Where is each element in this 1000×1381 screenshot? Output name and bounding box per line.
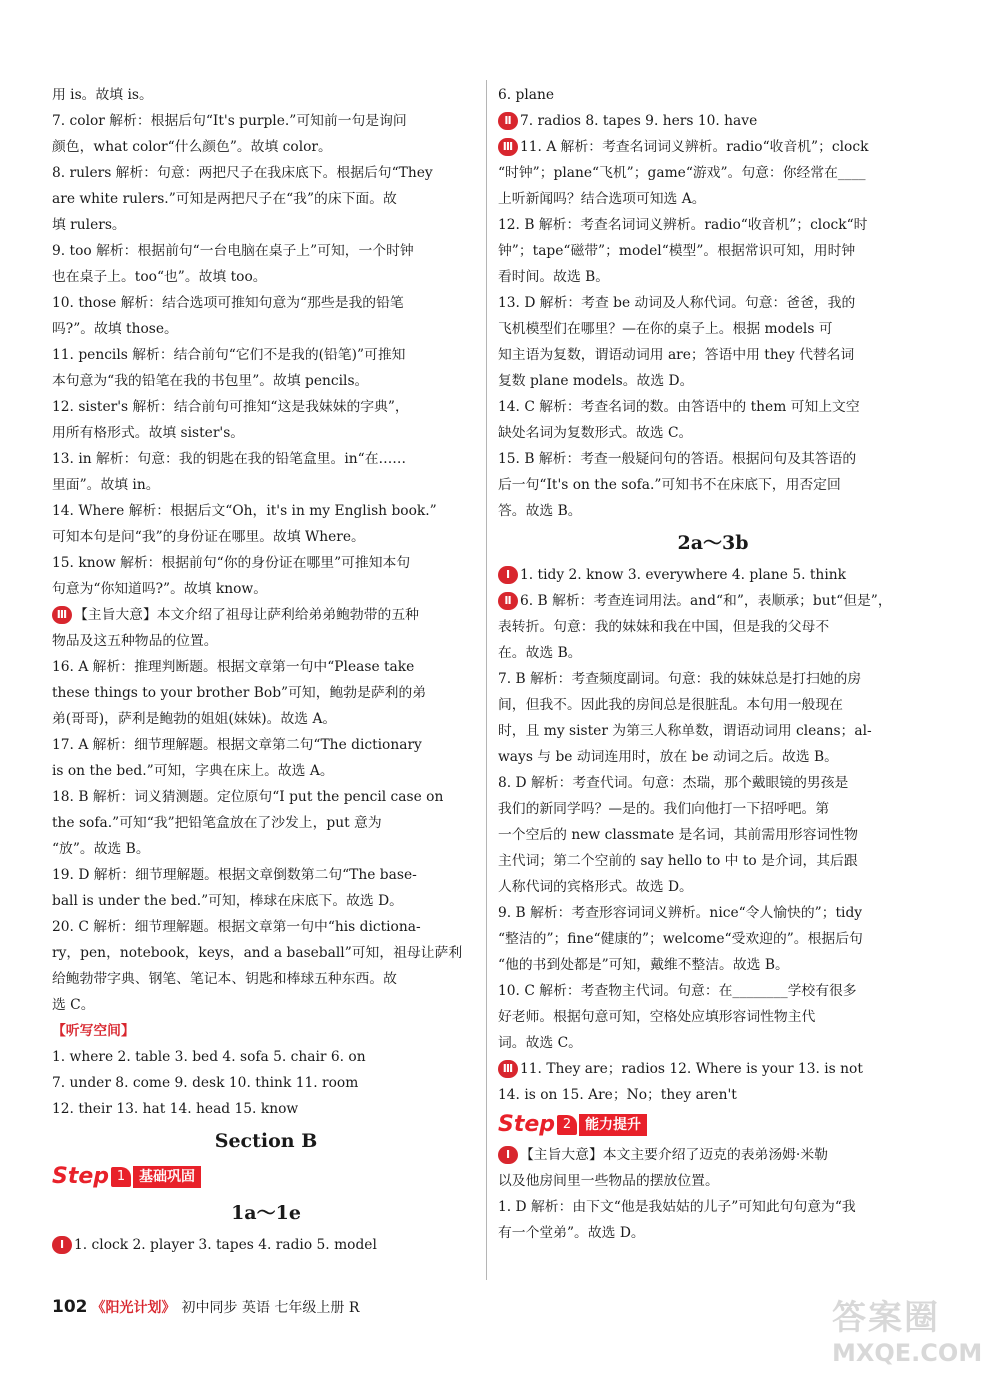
part-numeral-badge: Ⅲ xyxy=(52,606,72,624)
answer-line: 1. D 解析：由下文“他是我姑姑的儿子”可知此句句意为“我 xyxy=(498,1199,856,1215)
answer-line: 13. in 解析：句意：我的钥匙在我的铅笔盒里。in“在…… xyxy=(52,451,407,467)
answer-line: 好老师。根据句意可知，空格处应填形容词性物主代 xyxy=(498,1009,816,1025)
answer-line: 给鲍勃带字典、钢笔、笔记本、钥匙和棒球五种东西。故 xyxy=(52,971,397,987)
step-word-label: Step xyxy=(498,1112,556,1137)
answer-line: 句意为“你知道吗?”。故填 know。 xyxy=(52,581,268,597)
answer-line: ry，pen，notebook，keys，and a baseball”可知，祖母让萨利 xyxy=(52,945,463,961)
answer-line: 用所有格形式。故填 sister's。 xyxy=(52,425,245,441)
answer-line: 10. C 解析：考查物主代词。句意：在________学校有很多 xyxy=(498,983,857,999)
answer-line xyxy=(498,108,928,134)
answer-line: 可知本句是问“我”的身份证在哪里。故填 Where。 xyxy=(52,529,365,545)
answer-line: 钟”；tape“磁带”；model“模型”。根据常识可知，用时钟 xyxy=(498,243,856,259)
answer-line: 15. know 解析：根据前句“你的身份证在哪里”可推知本句 xyxy=(52,555,411,571)
answer-line: “他的书到处都是”可知，戴维不整洁。故选 B。 xyxy=(498,957,789,973)
answer-line: 人称代词的宾格形式。故选 D。 xyxy=(498,879,693,895)
answer-text: 1. tidy 2. know 3. everywhere 4. plane 5. think xyxy=(520,567,846,583)
answer-line: 有一个堂弟”。故选 D。 xyxy=(498,1225,645,1241)
answer-line: 19. D 解析：细节理解题。根据文章倒数第二句“The base- xyxy=(52,867,417,883)
answer-line: 表转折。句意：我的妹妹和我在中国，但是我的父母不 xyxy=(498,619,830,635)
part-numeral-badge: Ⅰ xyxy=(498,566,518,584)
answer-line: 弟(哥哥)，萨利是鲍勃的姐姐(妹妹)。故选 A。 xyxy=(52,711,337,727)
part-numeral-badge: Ⅲ xyxy=(498,138,518,156)
answer-line: 14. is on 15. Are；No；they aren't xyxy=(498,1087,737,1103)
answer-line: 词。故选 C。 xyxy=(498,1035,582,1051)
answer-line: 16. A 解析：推理判断题。根据文章第一句中“Please take xyxy=(52,659,415,675)
answer-line: 9. too 解析：根据前句“一台电脑在桌子上”可知，一个时钟 xyxy=(52,243,414,259)
answer-line: 一个空后的 new classmate 是名词，其前需用形容词性物 xyxy=(498,827,858,843)
part-numeral-badge: Ⅰ xyxy=(52,1236,72,1254)
answer-line: 填 rulers。 xyxy=(52,217,126,233)
answer-line: 20. C 解析：细节理解题。根据文章第一句中“his dictiona- xyxy=(52,919,421,935)
answer-line: 间，但我不。因此我的房间总是很脏乱。本句用一般现在 xyxy=(498,697,843,713)
answer-line: 13. D 解析：考查 be 动词及人称代词。句意：爸爸，我的 xyxy=(498,295,856,311)
answer-line: 看时间。故选 B。 xyxy=(498,269,610,285)
answer-line: 答。故选 B。 xyxy=(498,503,582,519)
answer-line: 7. color 解析：根据后句“It's purple.”可知前一句是询问 xyxy=(52,113,407,129)
answer-text: 11. They are；radios 12. Where is your 13. is not xyxy=(520,1061,863,1077)
step-banner xyxy=(498,1108,928,1142)
step-number: 2 xyxy=(557,1115,577,1135)
section-heading: Section B xyxy=(214,1130,318,1152)
answer-line: 14. Where 解析：根据后文“Oh，it's in my English book.” xyxy=(52,503,437,519)
step-banner xyxy=(52,1160,480,1194)
answer-line: 10. those 解析：结合选项可推知句意为“那些是我的铅笔 xyxy=(52,295,404,311)
section-heading: 1a～1e xyxy=(231,1202,301,1224)
answer-line: 7. B 解析：考查频度副词。句意：我的妹妹总是打扫她的房 xyxy=(498,671,862,687)
answer-text: 【主旨大意】本文主要介绍了迈克的表弟汤姆·米勒 xyxy=(520,1147,828,1163)
answer-line: the sofa.”可知“我”把铅笔盒放在了沙发上，put 意为 xyxy=(52,815,382,831)
answer-line: these things to your brother Bob”可知，鲍勃是萨利的弟 xyxy=(52,685,427,701)
answer-text: 7. radios 8. tapes 9. hers 10. have xyxy=(520,113,758,129)
answer-line: 在。故选 B。 xyxy=(498,645,582,661)
answer-line xyxy=(52,1232,480,1258)
answer-line xyxy=(498,588,928,614)
answer-line xyxy=(498,134,928,160)
answer-line: 14. C 解析：考查名词的数。由答语中的 them 可知上文空 xyxy=(498,399,860,415)
answer-line: 里面”。故填 in。 xyxy=(52,477,160,493)
answer-line: 吗?”。故填 those。 xyxy=(52,321,178,337)
answer-line: 物品及这五种物品的位置。 xyxy=(52,633,218,649)
answer-text: 6. B 解析：考查连词用法。and“和”，表顺承；but“但是”， xyxy=(520,593,892,609)
answer-line: 1. where 2. table 3. bed 4. sofa 5. chair 6. on xyxy=(52,1049,366,1065)
answer-line: 缺处名词为复数形式。故选 C。 xyxy=(498,425,693,441)
site-watermark xyxy=(832,1290,982,1372)
answer-line: is on the bed.”可知，字典在床上。故选 A。 xyxy=(52,763,334,779)
answer-line: 飞机模型们在哪里？—在你的桌子上。根据 models 可 xyxy=(498,321,833,337)
watermark-logo-text: 答案圈 xyxy=(832,1298,940,1338)
dictation-heading: 【听写空间】 xyxy=(52,1023,135,1039)
answer-line: 17. A 解析：细节理解题。根据文章第二句“The dictionary xyxy=(52,737,422,753)
answer-line: 后一句“It's on the sofa.”可知书不在床底下，用否定回 xyxy=(498,477,841,493)
answer-line: ways 与 be 动词连用时，放在 be 动词之后。故选 B。 xyxy=(498,749,838,765)
section-heading: 2a～3b xyxy=(677,532,749,554)
answer-text: 1. clock 2. player 3. tapes 4. radio 5. model xyxy=(74,1237,377,1253)
step-title: 能力提升 xyxy=(579,1114,647,1136)
answer-line: 7. under 8. come 9. desk 10. think 11. room xyxy=(52,1075,359,1091)
part-numeral-badge: Ⅱ xyxy=(498,592,518,610)
answer-line: 选 C。 xyxy=(52,997,95,1013)
answer-line: 主代词；第二个空前的 say hello to 中 to 是介词，其后跟 xyxy=(498,853,858,869)
answer-line: “整洁的”；fine“健康的”；welcome“受欢迎的”。根据后句 xyxy=(498,931,863,947)
answer-text: 11. A 解析：考查名词词义辨析。radio“收音机”；clock xyxy=(520,139,869,155)
book-brand: 《阳光计划》 xyxy=(91,1300,176,1316)
answer-line: 9. B 解析：考查形容词词义辨析。nice“令人愉快的”；tidy xyxy=(498,905,863,921)
part-numeral-badge: Ⅱ xyxy=(498,112,518,130)
answer-line: 上听新闻吗？结合选项可知选 A。 xyxy=(498,191,706,207)
answer-line: 8. D 解析：考查代词。句意：杰瑞，那个戴眼镜的男孩是 xyxy=(498,775,849,791)
step-word-label: Step xyxy=(52,1164,110,1189)
answer-line xyxy=(52,602,480,628)
answer-line: 12. their 13. hat 14. head 15. know xyxy=(52,1101,299,1117)
answer-text: 【主旨大意】本文介绍了祖母让萨利给弟弟鲍勃带的五种 xyxy=(74,607,419,623)
column-divider xyxy=(486,80,487,1280)
answer-line: 6. plane xyxy=(498,87,555,103)
book-subtitle: 初中同步 英语 七年级上册 R xyxy=(181,1300,360,1316)
answer-line: ball is under the bed.”可知，棒球在床底下。故选 D。 xyxy=(52,893,403,909)
left-column xyxy=(52,82,480,1258)
answer-line: 15. B 解析：考查一般疑问句的答语。根据问句及其答语的 xyxy=(498,451,857,467)
answer-line: 8. rulers 解析：句意：两把尺子在我床底下。根据后句“They xyxy=(52,165,433,181)
answer-line: 用 is。故填 is。 xyxy=(52,87,153,103)
answer-line: “时钟”；plane“飞机”；game“游戏”。句意：你经常在____ xyxy=(498,165,866,181)
answer-line: are white rulers.”可知是两把尺子在“我”的床下面。故 xyxy=(52,191,397,207)
answer-line: 我们的新同学吗？—是的。我们向他打一下招呼吧。第 xyxy=(498,801,830,817)
answer-line: 颜色，what color“什么颜色”。故填 color。 xyxy=(52,139,332,155)
answer-line: 知主语为复数，谓语动词用 are；答语中用 they 代替名词 xyxy=(498,347,855,363)
step-title: 基础巩固 xyxy=(133,1166,201,1188)
answer-line: 18. B 解析：词义猜测题。定位原句“I put the pencil case on xyxy=(52,789,444,805)
watermark-url: MXQE.COM xyxy=(832,1339,983,1367)
answer-line xyxy=(498,1056,928,1082)
answer-line: 复数 plane models。故选 D。 xyxy=(498,373,694,389)
answer-line: “放”。故选 B。 xyxy=(52,841,150,857)
answer-line: 11. pencils 解析：结合前句“它们不是我的(铅笔)”可推知 xyxy=(52,347,406,363)
right-column xyxy=(498,82,928,1246)
page-number: 102 xyxy=(52,1297,88,1317)
answer-line: 时，且 my sister 为第三人称单数，谓语动词用 cleans；al- xyxy=(498,723,872,739)
answer-line: 12. B 解析：考查名词词义辨析。radio“收音机”；clock“时 xyxy=(498,217,868,233)
page-footer xyxy=(52,1294,359,1320)
answer-line: 本句意为“我的铅笔在我的书包里”。故填 pencils。 xyxy=(52,373,369,389)
step-number: 1 xyxy=(111,1167,131,1187)
answer-line: 以及他房间里一些物品的摆放位置。 xyxy=(498,1173,719,1189)
answer-line: 也在桌子上。too“也”。故填 too。 xyxy=(52,269,267,285)
part-numeral-badge: Ⅲ xyxy=(498,1060,518,1078)
answer-line: 12. sister's 解析：结合前句可推知“这是我妹妹的字典”， xyxy=(52,399,409,415)
answer-line xyxy=(498,1142,928,1168)
answer-line xyxy=(498,562,928,588)
part-numeral-badge: Ⅰ xyxy=(498,1146,518,1164)
